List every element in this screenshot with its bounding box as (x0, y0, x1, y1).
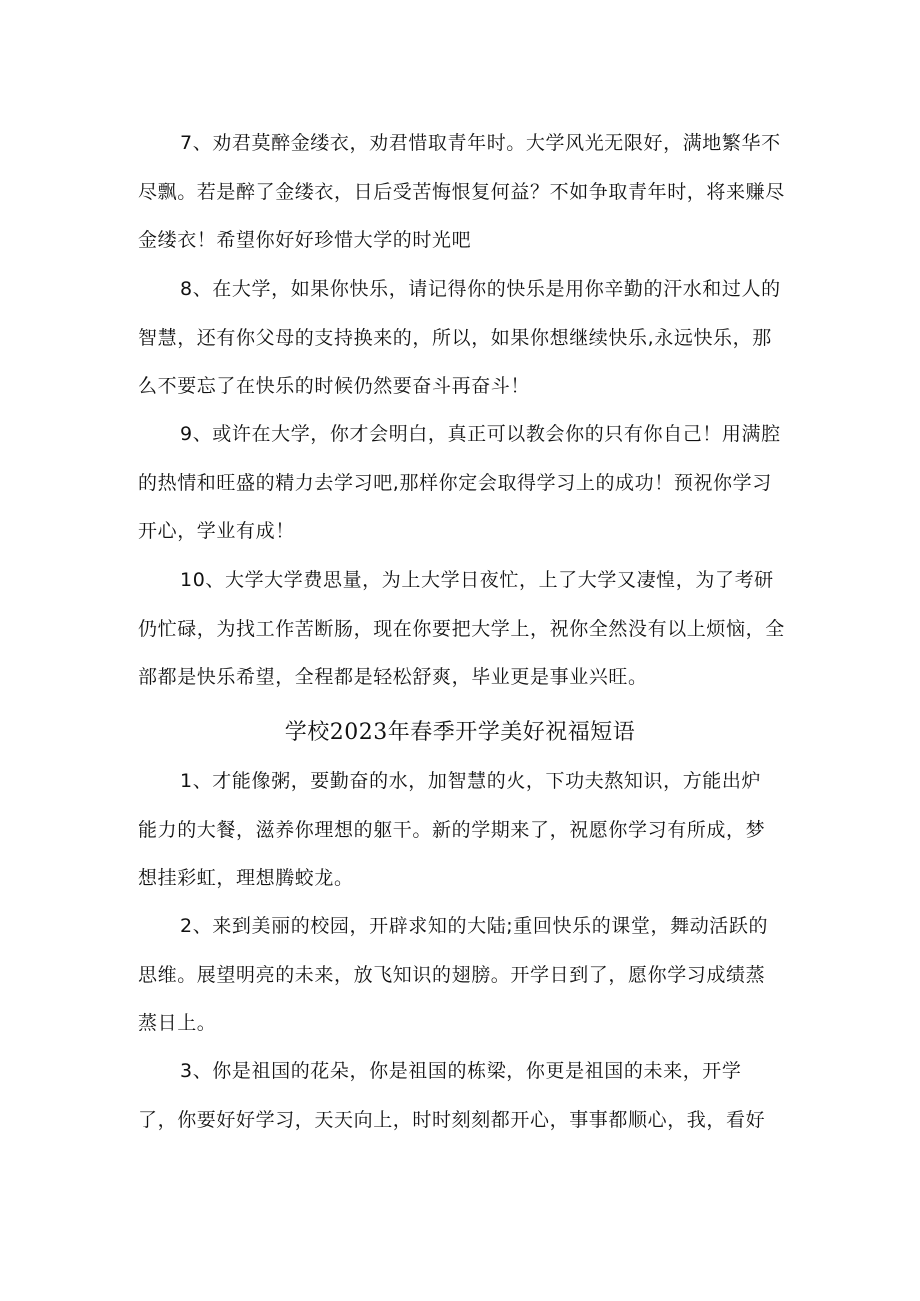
paragraph-1 (138, 757, 798, 903)
paragraph-line: 9、或许在大学，你才会明白，真正可以教会你的只有你自己！用满腔 (180, 423, 781, 445)
paragraph-line: 思维。展望明亮的未来，放飞知识的翅膀。开学日到了，愿你学习成绩蒸 (138, 963, 766, 986)
paragraph-7 (138, 119, 798, 265)
paragraph-8 (138, 265, 798, 411)
paragraph-line: 1、才能像粥，要勤奋的水，加智慧的火，下功夫熬知识，方能出炉 (180, 770, 762, 792)
paragraph-9 (138, 410, 798, 556)
paragraph-line: 的热情和旺盛的精力去学习吧,那样你定会取得学习上的成功！预祝你学习 (138, 471, 772, 494)
paragraph-line: 想挂彩虹，理想腾蛟龙。 (138, 867, 354, 889)
paragraph-line: 蒸日上。 (138, 1012, 217, 1034)
paragraph-line: 能力的大餐，滋养你理想的躯干。新的学期来了，祝愿你学习有所成，梦 (138, 818, 766, 841)
paragraph-line: 么不要忘了在快乐的时候仍然要奋斗再奋斗！ (138, 375, 531, 397)
paragraph-line: 7、劝君莫醉金缕衣，劝君惜取青年时。大学风光无限好，满地繁华不 (180, 132, 781, 154)
paragraph-line: 部都是快乐希望，全程都是轻松舒爽，毕业更是事业兴旺。 (138, 666, 648, 688)
paragraph-line: 8、在大学，如果你快乐，请记得你的快乐是用你辛勤的汗水和过人的 (180, 278, 781, 300)
section-heading: 学校2023年春季开学美好祝福短语 (284, 720, 636, 745)
paragraph-line: 开心，学业有成！ (138, 520, 295, 542)
paragraph-line: 10、大学大学费思量，为上大学日夜忙，上了大学又凄惶，为了考研 (180, 569, 774, 591)
paragraph-line: 了，你要好好学习，天天向上，时时刻刻都开心，事事都顺心，我，看好 (138, 1108, 766, 1131)
paragraph-line: 智慧，还有你父母的支持换来的，所以，如果你想继续快乐,永远快乐，那 (138, 326, 772, 349)
paragraph-2 (138, 902, 798, 1048)
paragraph-line: 金缕衣！希望你好好珍惜大学的时光吧 (138, 229, 472, 251)
paragraph-line: 3、你是祖国的花朵，你是祖国的栋梁，你更是祖国的未来，开学 (180, 1060, 742, 1082)
paragraph-3 (138, 1047, 798, 1144)
paragraph-line: 尽飘。若是醉了金缕衣，日后受苦悔恨复何益？不如争取青年时，将来赚尽 (138, 180, 785, 203)
paragraph-line: 2、来到美丽的校园，开辟求知的大陆;重回快乐的课堂，舞动活跃的 (180, 915, 769, 937)
paragraph-line: 仍忙碌，为找工作苦断肠，现在你要把大学上，祝你全然没有以上烦恼，全 (138, 617, 785, 640)
paragraph-10 (138, 556, 798, 702)
